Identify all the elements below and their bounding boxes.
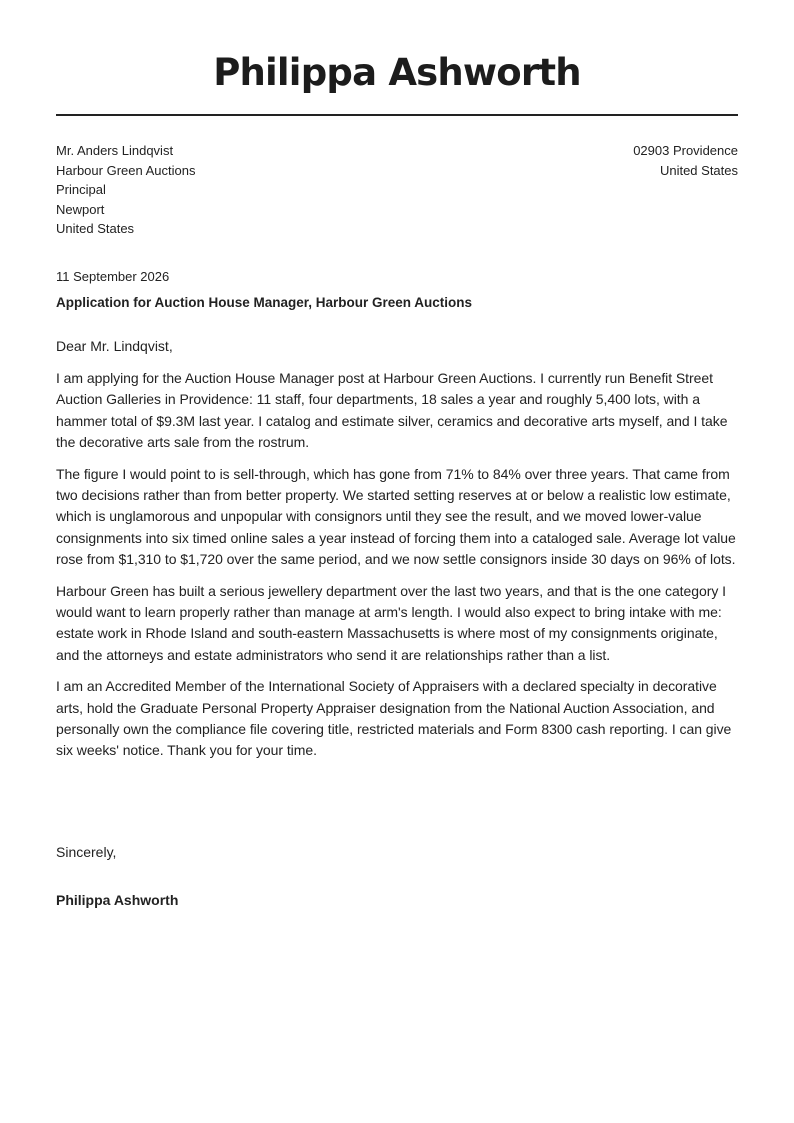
- recipient-city: Newport: [56, 201, 105, 217]
- recipient-title: Principal: [56, 182, 106, 198]
- recipient-name: Mr. Anders Lindqvist: [56, 143, 174, 158]
- letter-date: 11 September 2026: [56, 269, 170, 284]
- sender-city: 02903 Providence: [633, 143, 738, 158]
- recipient-address: [56, 141, 195, 239]
- sender-name: Philippa Ashworth: [213, 51, 581, 94]
- signature: Philippa Ashworth: [56, 892, 179, 908]
- body-paragraph: I am an Accredited Member of the International Society of Appraisers with a declared specialty in decorative arts, hold the Graduate Personal Property Appraiser designation from the National Auction Association, and personally own the compliance file covering title, restricted materials and Form 8300 cash reporting. I can give six weeks' notice. Thank you for your time.: [56, 678, 732, 759]
- letter-subject: Application for Auction House Manager, Harbour Green Auctions: [56, 295, 473, 310]
- salutation: Dear Mr. Lindqvist,: [56, 338, 173, 354]
- body-paragraph: Harbour Green has built a serious jewellery department over the last two years, and that is the one category I would want to learn properly rather than manage at arm's length. I would also expect to bring intake with me: estate work in Rhode Island and south-eastern Massachusetts is where most of my consignments originate, and the attorneys and estate administrators who send it are relationships rather than a list.: [56, 582, 726, 663]
- recipient-company: Harbour Green Auctions: [56, 162, 196, 178]
- header-divider: [56, 114, 738, 116]
- sender-address: [633, 141, 738, 180]
- letter-body: [56, 368, 740, 772]
- closing: Sincerely,: [56, 844, 117, 860]
- sender-country: United States: [659, 162, 738, 178]
- body-paragraph: The figure I would point to is sell-through, which has gone from 71% to 84% over three years. That came from two decisions rather than from better property. We started setting reserves at or below a realistic low estimate, which is unglamorous and unpopular with consignors until they see the result, and we moved lower-value consignments into six timed online sales a year instead of forcing them into a cataloged sale. Average lot value rose from $1,310 to $1,720 over the same period, and we now settle consignors inside 30 days on 96% of lots.: [56, 465, 736, 567]
- recipient-country: United States: [56, 221, 135, 237]
- body-paragraph: I am applying for the Auction House Manager post at Harbour Green Auctions. I currently run Benefit Street Auction Galleries in Providence: 11 staff, four departments, 18 sales a year and roughly 5,400 lots, with a hammer total of $9.3M last year. I catalog and estimate silver, ceramics and decorative arts myself, and I take the decorative arts sale from the rostrum.: [56, 370, 728, 450]
